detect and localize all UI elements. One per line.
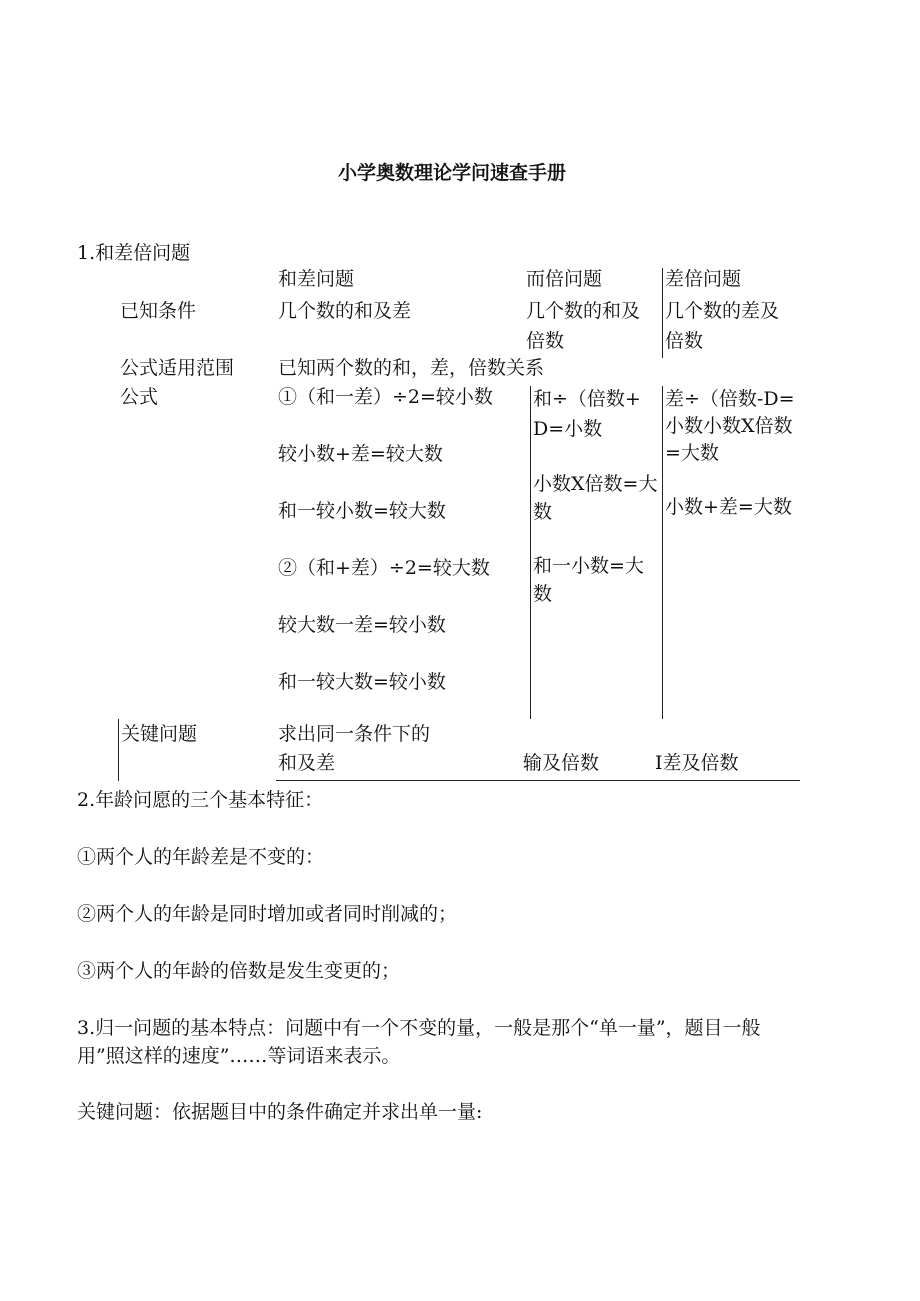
section3-paragraph-line2: 用”照这样的速度”……等词语来表示。 (77, 1045, 401, 1067)
key-col1-line1: 求出同一条件下的 (278, 723, 431, 745)
formula-col2-line: 和一小数=大 (533, 555, 644, 577)
formula-col1-line: 和一较大数=较小数 (278, 671, 446, 693)
section2-item: ①两个人的年龄差是不变的： (77, 846, 325, 868)
section3-key-issue: 关键问题：依据题目中的条件确定并求出单一量: (77, 1101, 483, 1123)
key-col2: 输及倍数 (523, 752, 600, 774)
row-label-known-conditions: 已知条件 (120, 300, 197, 322)
row-label-scope: 公式适用范围 (120, 357, 235, 379)
formula-col2-line: 和÷（倍数+ (533, 388, 641, 410)
formula-col2-line: 小数X倍数=大 (533, 473, 658, 495)
formula-col1-line: 较小数+差=较大数 (278, 443, 443, 465)
column-divider (662, 268, 663, 358)
formula-col1-line: ②（和+差）÷2=较大数 (278, 557, 490, 579)
row-label-key-issue: 关键问题 (121, 723, 198, 745)
table-bottom-border (276, 780, 800, 781)
known-col2-line2: 倍数 (526, 330, 565, 352)
formula-col2-line: 数 (533, 501, 553, 523)
column-divider (530, 386, 531, 719)
column-header-sum-diff: 和差问题 (278, 268, 355, 290)
section2-heading: 2.年龄问愿的三个基本特征： (77, 789, 324, 811)
formula-col2-line: D=小数 (533, 418, 603, 440)
formula-col1-line: 和一较小数=较大数 (278, 500, 446, 522)
page-title: 小学奥数理论学问速查手册 (338, 162, 567, 184)
section2-item: ③两个人的年龄的倍数是发生变更的； (77, 960, 401, 982)
section1-heading: 1.和差倍问题 (77, 242, 191, 264)
column-header-sum-multiple: 而倍问题 (526, 268, 603, 290)
key-col1-line2: 和及差 (278, 752, 336, 774)
section3-paragraph-line1: 3.归一问题的基本特点：问题中有一个不变的量，一般是那个“单一量”，题目一般 (77, 1017, 761, 1039)
known-col1: 几个数的和及差 (278, 300, 412, 322)
row-divider-left (118, 719, 119, 781)
section2-item: ②两个人的年龄是同时增加或者同时削减的； (77, 903, 458, 925)
row-label-formula: 公式 (120, 386, 159, 408)
known-col3-line1: 几个数的差及 (665, 300, 780, 322)
known-col2-line1: 几个数的和及 (526, 300, 641, 322)
column-divider (662, 386, 663, 719)
formula-col3-line: =大数 (665, 442, 719, 464)
formula-col1-line: 较大数一差=较小数 (278, 614, 446, 636)
formula-col3-line: 小数+差=大数 (665, 496, 792, 518)
formula-col3-line: 小数小数X倍数 (665, 415, 793, 437)
formula-col1-line: ①（和一差）÷2=较小数 (278, 386, 493, 408)
column-header-diff-multiple: 差倍问题 (665, 268, 742, 290)
key-col3: I差及倍数 (655, 752, 739, 774)
formula-col3-line: 差÷（倍数-D= (665, 388, 795, 410)
known-col3-line2: 倍数 (665, 330, 704, 352)
formula-col2-line: 数 (533, 583, 553, 605)
scope-text: 已知两个数的和，差，倍数关系 (278, 357, 545, 379)
